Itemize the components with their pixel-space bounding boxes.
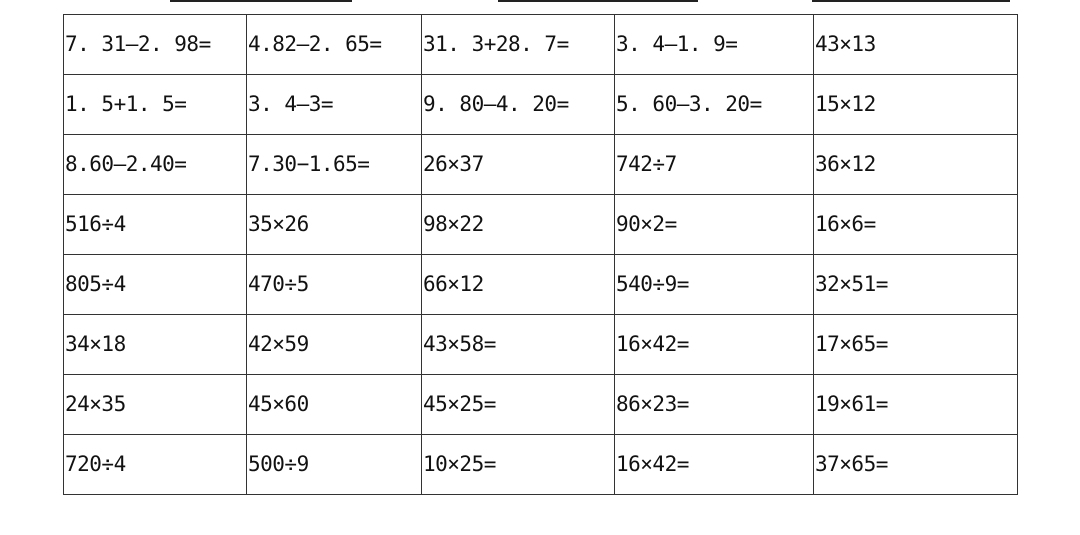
problem-text: 516÷4 <box>65 212 126 236</box>
problem-text: 19×61= <box>815 392 888 416</box>
problem-text: 90×2= <box>616 212 677 236</box>
problem-cell <box>422 75 615 135</box>
problem-text: 7. 31—2. 98= <box>65 32 211 56</box>
table-row <box>64 75 1018 135</box>
problem-cell <box>247 135 422 195</box>
problem-text: 34×18 <box>65 332 126 356</box>
problem-text: 86×23= <box>616 392 689 416</box>
problem-cell <box>64 315 247 375</box>
table-row <box>64 435 1018 495</box>
problem-text: 3. 4—1. 9= <box>616 32 738 56</box>
problem-cell <box>814 135 1018 195</box>
problem-cell <box>247 255 422 315</box>
problem-text: 45×60 <box>248 392 309 416</box>
problem-cell <box>615 75 814 135</box>
problem-cell <box>814 255 1018 315</box>
problem-text: 540÷9= <box>616 272 689 296</box>
problem-text: 15×12 <box>815 92 876 116</box>
problem-cell <box>422 435 615 495</box>
problem-text: 26×37 <box>423 152 484 176</box>
problem-text: 36×12 <box>815 152 876 176</box>
answer-line <box>812 0 1010 2</box>
problem-cell <box>814 375 1018 435</box>
problem-text: 16×6= <box>815 212 876 236</box>
problem-text: 43×58= <box>423 332 496 356</box>
problem-cell <box>422 315 615 375</box>
problem-text: 16×42= <box>616 332 689 356</box>
problem-text: 24×35 <box>65 392 126 416</box>
problem-cell <box>247 435 422 495</box>
problem-text: 742÷7 <box>616 152 677 176</box>
problem-cell <box>64 135 247 195</box>
problem-text: 66×12 <box>423 272 484 296</box>
problem-cell <box>247 75 422 135</box>
problem-cell <box>814 75 1018 135</box>
problem-text: 43×13 <box>815 32 876 56</box>
problem-cell <box>64 375 247 435</box>
problem-cell <box>64 75 247 135</box>
table-row <box>64 195 1018 255</box>
problem-text: 500÷9 <box>248 452 309 476</box>
problem-cell <box>422 195 615 255</box>
problem-cell <box>422 375 615 435</box>
problem-cell <box>814 15 1018 75</box>
problem-text: 37×65= <box>815 452 888 476</box>
problem-cell <box>422 255 615 315</box>
table-row <box>64 135 1018 195</box>
problem-cell <box>615 435 814 495</box>
problem-text: 16×42= <box>616 452 689 476</box>
math-problems-table <box>63 14 1018 495</box>
problem-text: 31. 3+28. 7= <box>423 32 569 56</box>
problem-cell <box>64 255 247 315</box>
problem-cell <box>615 135 814 195</box>
problem-text: 98×22 <box>423 212 484 236</box>
problem-cell <box>615 315 814 375</box>
problem-text: 4.82—2. 65= <box>248 32 382 56</box>
problem-text: 470÷5 <box>248 272 309 296</box>
problem-text: 32×51= <box>815 272 888 296</box>
table-row <box>64 375 1018 435</box>
problem-cell <box>64 15 247 75</box>
answer-line <box>498 0 698 2</box>
problem-text: 45×25= <box>423 392 496 416</box>
problem-text: 1. 5+1. 5= <box>65 92 187 116</box>
problem-text: 7.30−1.65= <box>248 152 370 176</box>
problem-cell <box>247 375 422 435</box>
table-row <box>64 255 1018 315</box>
problem-cell <box>814 435 1018 495</box>
problem-text: 720÷4 <box>65 452 126 476</box>
problem-cell <box>814 315 1018 375</box>
problem-text: 10×25= <box>423 452 496 476</box>
problem-text: 17×65= <box>815 332 888 356</box>
problem-text: 35×26 <box>248 212 309 236</box>
problem-cell <box>247 315 422 375</box>
problem-cell <box>615 15 814 75</box>
problem-cell <box>615 255 814 315</box>
problem-text: 805÷4 <box>65 272 126 296</box>
problem-text: 8.60—2.40= <box>65 152 187 176</box>
problem-cell <box>814 195 1018 255</box>
problem-text: 5. 60—3. 20= <box>616 92 762 116</box>
problem-cell <box>64 435 247 495</box>
problem-cell <box>64 195 247 255</box>
problem-cell <box>247 195 422 255</box>
problem-cell <box>247 15 422 75</box>
table-row <box>64 315 1018 375</box>
problem-text: 9. 80—4. 20= <box>423 92 569 116</box>
problem-text: 42×59 <box>248 332 309 356</box>
problem-text: 3. 4—3= <box>248 92 334 116</box>
problem-cell <box>615 195 814 255</box>
problem-cell <box>615 375 814 435</box>
table-row <box>64 15 1018 75</box>
problem-cell <box>422 135 615 195</box>
answer-line <box>170 0 352 2</box>
problem-cell <box>422 15 615 75</box>
